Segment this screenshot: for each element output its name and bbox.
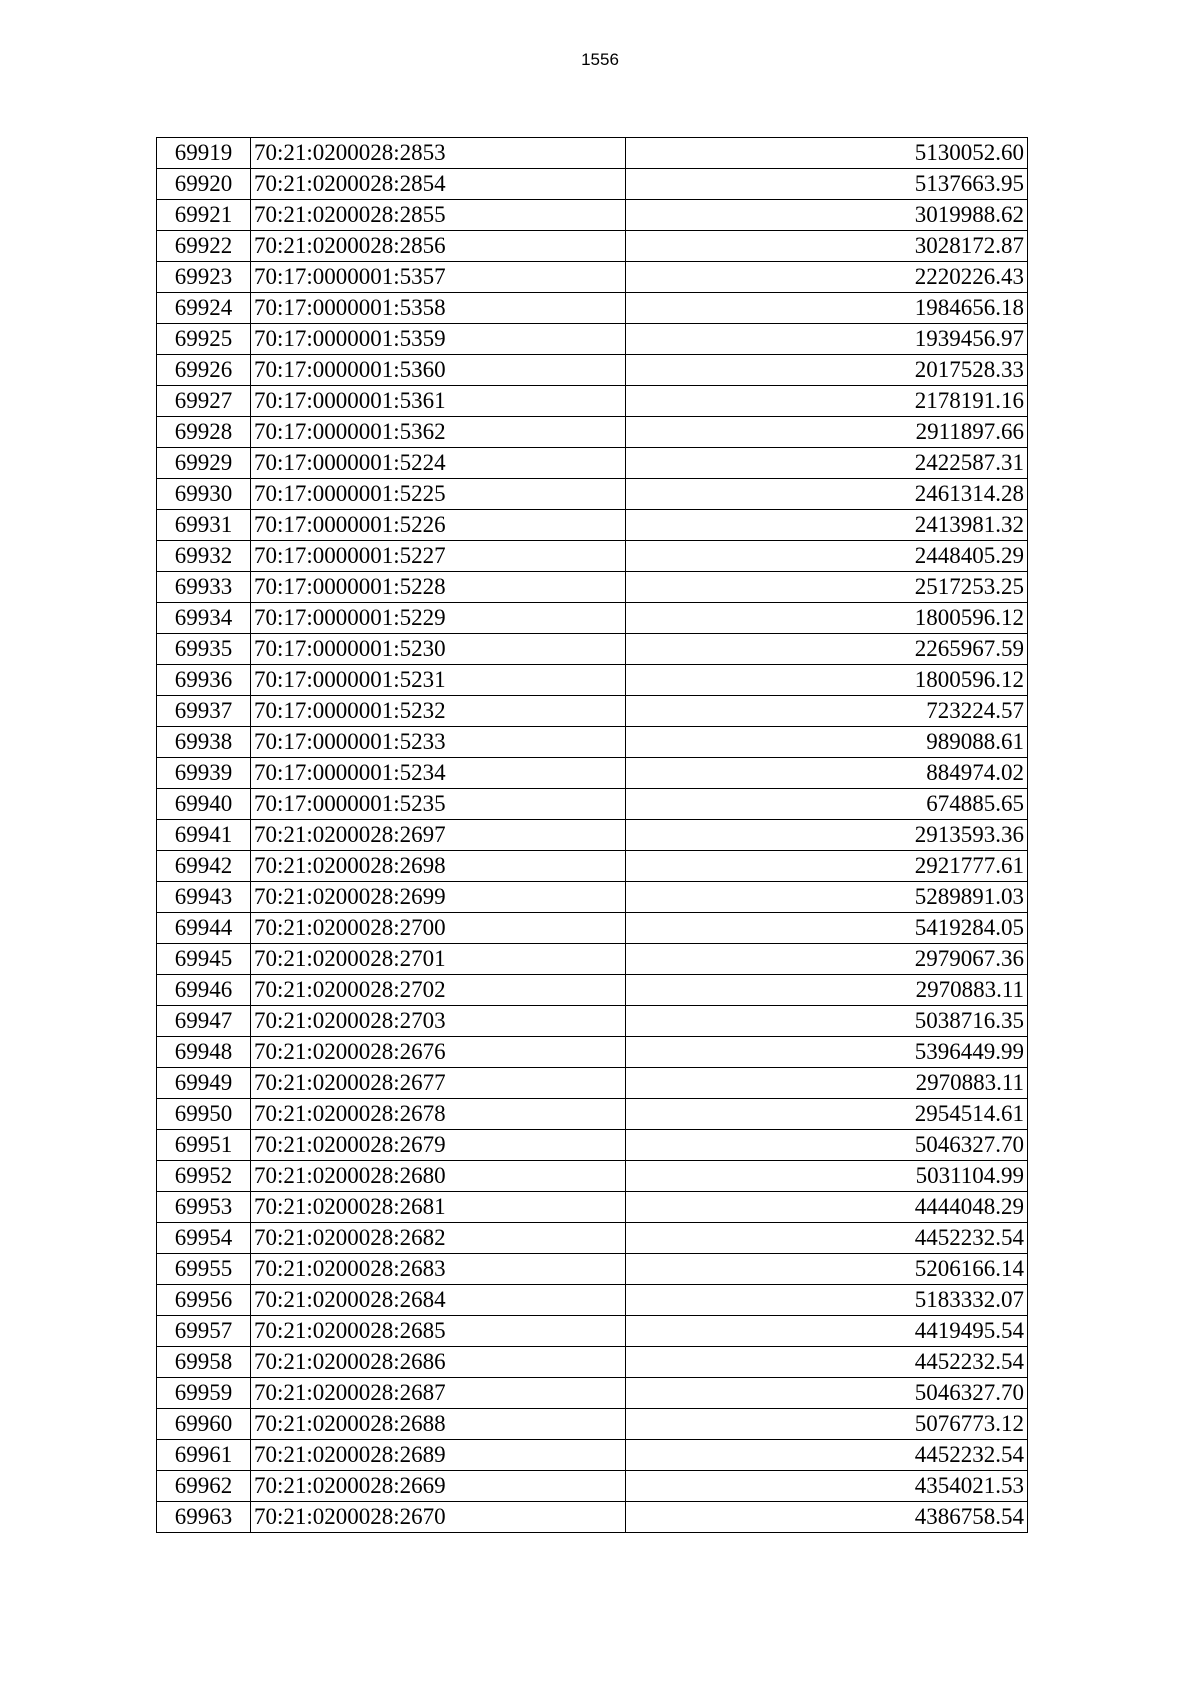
row-number-cell: 69959 bbox=[157, 1378, 251, 1409]
row-number-cell: 69946 bbox=[157, 975, 251, 1006]
row-number-cell: 69963 bbox=[157, 1502, 251, 1533]
row-number-cell: 69935 bbox=[157, 634, 251, 665]
cadastral-number-cell: 70:17:0000001:5359 bbox=[250, 324, 625, 355]
row-number-cell: 69951 bbox=[157, 1130, 251, 1161]
row-number-cell: 69924 bbox=[157, 293, 251, 324]
cadastral-number-cell: 70:21:0200028:2680 bbox=[250, 1161, 625, 1192]
row-number-cell: 69930 bbox=[157, 479, 251, 510]
table-row bbox=[157, 1440, 1028, 1471]
cadastral-number-cell: 70:21:0200028:2700 bbox=[250, 913, 625, 944]
cadastral-number-cell: 70:21:0200028:2686 bbox=[250, 1347, 625, 1378]
row-number-cell: 69957 bbox=[157, 1316, 251, 1347]
table-row bbox=[157, 479, 1028, 510]
cadastral-value-cell: 5046327.70 bbox=[625, 1378, 1027, 1409]
cadastral-number-cell: 70:17:0000001:5357 bbox=[250, 262, 625, 293]
cadastral-number-cell: 70:17:0000001:5227 bbox=[250, 541, 625, 572]
table-body bbox=[157, 138, 1028, 1533]
row-number-cell: 69936 bbox=[157, 665, 251, 696]
row-number-cell: 69961 bbox=[157, 1440, 251, 1471]
cadastral-number-cell: 70:21:0200028:2854 bbox=[250, 169, 625, 200]
cadastral-number-cell: 70:21:0200028:2682 bbox=[250, 1223, 625, 1254]
row-number-cell: 69927 bbox=[157, 386, 251, 417]
table-row bbox=[157, 851, 1028, 882]
row-number-cell: 69929 bbox=[157, 448, 251, 479]
cadastral-value-cell: 2178191.16 bbox=[625, 386, 1027, 417]
cadastral-number-cell: 70:21:0200028:2684 bbox=[250, 1285, 625, 1316]
cadastral-number-cell: 70:21:0200028:2685 bbox=[250, 1316, 625, 1347]
table-row bbox=[157, 200, 1028, 231]
cadastral-value-cell: 884974.02 bbox=[625, 758, 1027, 789]
row-number-cell: 69958 bbox=[157, 1347, 251, 1378]
cadastral-number-cell: 70:17:0000001:5229 bbox=[250, 603, 625, 634]
cadastral-value-cell: 5183332.07 bbox=[625, 1285, 1027, 1316]
row-number-cell: 69943 bbox=[157, 882, 251, 913]
table-row bbox=[157, 1192, 1028, 1223]
cadastral-number-cell: 70:21:0200028:2687 bbox=[250, 1378, 625, 1409]
row-number-cell: 69954 bbox=[157, 1223, 251, 1254]
cadastral-value-cell: 4452232.54 bbox=[625, 1223, 1027, 1254]
table-row bbox=[157, 417, 1028, 448]
cadastral-number-cell: 70:17:0000001:5232 bbox=[250, 696, 625, 727]
table-row bbox=[157, 138, 1028, 169]
row-number-cell: 69953 bbox=[157, 1192, 251, 1223]
row-number-cell: 69920 bbox=[157, 169, 251, 200]
cadastral-value-cell: 723224.57 bbox=[625, 696, 1027, 727]
table-row bbox=[157, 231, 1028, 262]
table-row bbox=[157, 169, 1028, 200]
cadastral-number-cell: 70:17:0000001:5361 bbox=[250, 386, 625, 417]
table-row bbox=[157, 913, 1028, 944]
row-number-cell: 69923 bbox=[157, 262, 251, 293]
table-row bbox=[157, 882, 1028, 913]
cadastral-value-cell: 4452232.54 bbox=[625, 1347, 1027, 1378]
cadastral-number-cell: 70:17:0000001:5358 bbox=[250, 293, 625, 324]
cadastral-value-cell: 4452232.54 bbox=[625, 1440, 1027, 1471]
table-row bbox=[157, 665, 1028, 696]
table-row bbox=[157, 1285, 1028, 1316]
cadastral-value-cell: 2979067.36 bbox=[625, 944, 1027, 975]
cadastral-number-cell: 70:17:0000001:5226 bbox=[250, 510, 625, 541]
cadastral-value-cell: 3028172.87 bbox=[625, 231, 1027, 262]
row-number-cell: 69922 bbox=[157, 231, 251, 262]
cadastral-value-cell: 1800596.12 bbox=[625, 603, 1027, 634]
table-row bbox=[157, 1161, 1028, 1192]
cadastral-number-cell: 70:21:0200028:2853 bbox=[250, 138, 625, 169]
cadastral-value-cell: 5038716.35 bbox=[625, 1006, 1027, 1037]
cadastral-value-cell: 674885.65 bbox=[625, 789, 1027, 820]
table-row bbox=[157, 944, 1028, 975]
cadastral-value-cell: 2954514.61 bbox=[625, 1099, 1027, 1130]
cadastral-number-cell: 70:21:0200028:2679 bbox=[250, 1130, 625, 1161]
table-row bbox=[157, 758, 1028, 789]
table-row bbox=[157, 727, 1028, 758]
table-row bbox=[157, 541, 1028, 572]
row-number-cell: 69932 bbox=[157, 541, 251, 572]
cadastral-value-cell: 5419284.05 bbox=[625, 913, 1027, 944]
row-number-cell: 69938 bbox=[157, 727, 251, 758]
row-number-cell: 69950 bbox=[157, 1099, 251, 1130]
row-number-cell: 69931 bbox=[157, 510, 251, 541]
cadastral-value-cell: 2970883.11 bbox=[625, 1068, 1027, 1099]
row-number-cell: 69934 bbox=[157, 603, 251, 634]
table-row bbox=[157, 510, 1028, 541]
row-number-cell: 69960 bbox=[157, 1409, 251, 1440]
table-row bbox=[157, 634, 1028, 665]
row-number-cell: 69952 bbox=[157, 1161, 251, 1192]
cadastral-number-cell: 70:21:0200028:2681 bbox=[250, 1192, 625, 1223]
cadastral-number-cell: 70:21:0200028:2677 bbox=[250, 1068, 625, 1099]
row-number-cell: 69919 bbox=[157, 138, 251, 169]
cadastral-value-cell: 2422587.31 bbox=[625, 448, 1027, 479]
cadastral-number-cell: 70:17:0000001:5224 bbox=[250, 448, 625, 479]
cadastral-number-cell: 70:17:0000001:5231 bbox=[250, 665, 625, 696]
cadastral-number-cell: 70:21:0200028:2683 bbox=[250, 1254, 625, 1285]
cadastral-value-cell: 5076773.12 bbox=[625, 1409, 1027, 1440]
row-number-cell: 69956 bbox=[157, 1285, 251, 1316]
cadastral-number-cell: 70:17:0000001:5234 bbox=[250, 758, 625, 789]
row-number-cell: 69921 bbox=[157, 200, 251, 231]
cadastral-value-cell: 5130052.60 bbox=[625, 138, 1027, 169]
table-row bbox=[157, 1347, 1028, 1378]
row-number-cell: 69937 bbox=[157, 696, 251, 727]
cadastral-value-cell: 2911897.66 bbox=[625, 417, 1027, 448]
table-row bbox=[157, 386, 1028, 417]
row-number-cell: 69947 bbox=[157, 1006, 251, 1037]
cadastral-number-cell: 70:21:0200028:2670 bbox=[250, 1502, 625, 1533]
cadastral-number-cell: 70:17:0000001:5233 bbox=[250, 727, 625, 758]
cadastral-number-cell: 70:17:0000001:5362 bbox=[250, 417, 625, 448]
cadastral-value-cell: 2921777.61 bbox=[625, 851, 1027, 882]
table-row bbox=[157, 262, 1028, 293]
cadastral-value-cell: 5206166.14 bbox=[625, 1254, 1027, 1285]
row-number-cell: 69944 bbox=[157, 913, 251, 944]
cadastral-value-cell: 2970883.11 bbox=[625, 975, 1027, 1006]
cadastral-number-cell: 70:21:0200028:2698 bbox=[250, 851, 625, 882]
cadastral-value-cell: 5031104.99 bbox=[625, 1161, 1027, 1192]
table-row bbox=[157, 448, 1028, 479]
table-row bbox=[157, 820, 1028, 851]
table-row bbox=[157, 1254, 1028, 1285]
row-number-cell: 69925 bbox=[157, 324, 251, 355]
table-row bbox=[157, 975, 1028, 1006]
table-row bbox=[157, 603, 1028, 634]
cadastral-number-cell: 70:17:0000001:5235 bbox=[250, 789, 625, 820]
page-number: 1556 bbox=[581, 50, 619, 69]
table-row bbox=[157, 1378, 1028, 1409]
table-row bbox=[157, 1068, 1028, 1099]
cadastral-value-cell: 2413981.32 bbox=[625, 510, 1027, 541]
table-row bbox=[157, 1006, 1028, 1037]
row-number-cell: 69926 bbox=[157, 355, 251, 386]
table-row bbox=[157, 1223, 1028, 1254]
table-row bbox=[157, 1099, 1028, 1130]
table-row bbox=[157, 355, 1028, 386]
cadastral-value-cell: 4354021.53 bbox=[625, 1471, 1027, 1502]
cadastral-value-cell: 4386758.54 bbox=[625, 1502, 1027, 1533]
row-number-cell: 69962 bbox=[157, 1471, 251, 1502]
cadastral-number-cell: 70:21:0200028:2855 bbox=[250, 200, 625, 231]
table-row bbox=[157, 1502, 1028, 1533]
cadastral-value-cell: 989088.61 bbox=[625, 727, 1027, 758]
row-number-cell: 69948 bbox=[157, 1037, 251, 1068]
cadastral-number-cell: 70:21:0200028:2678 bbox=[250, 1099, 625, 1130]
row-number-cell: 69933 bbox=[157, 572, 251, 603]
cadastral-value-cell: 2461314.28 bbox=[625, 479, 1027, 510]
row-number-cell: 69949 bbox=[157, 1068, 251, 1099]
row-number-cell: 69941 bbox=[157, 820, 251, 851]
cadastral-number-cell: 70:21:0200028:2689 bbox=[250, 1440, 625, 1471]
row-number-cell: 69945 bbox=[157, 944, 251, 975]
cadastral-number-cell: 70:21:0200028:2702 bbox=[250, 975, 625, 1006]
row-number-cell: 69955 bbox=[157, 1254, 251, 1285]
table-row bbox=[157, 1316, 1028, 1347]
cadastral-number-cell: 70:21:0200028:2688 bbox=[250, 1409, 625, 1440]
table-row bbox=[157, 572, 1028, 603]
cadastral-value-cell: 4444048.29 bbox=[625, 1192, 1027, 1223]
table-row bbox=[157, 1471, 1028, 1502]
table-row bbox=[157, 696, 1028, 727]
cadastral-value-cell: 2017528.33 bbox=[625, 355, 1027, 386]
cadastral-value-cell: 2265967.59 bbox=[625, 634, 1027, 665]
cadastral-value-cell: 5396449.99 bbox=[625, 1037, 1027, 1068]
table-row bbox=[157, 789, 1028, 820]
table-row bbox=[157, 1409, 1028, 1440]
cadastral-value-cell: 2448405.29 bbox=[625, 541, 1027, 572]
cadastral-value-cell: 1939456.97 bbox=[625, 324, 1027, 355]
cadastral-value-cell: 4419495.54 bbox=[625, 1316, 1027, 1347]
cadastral-number-cell: 70:21:0200028:2699 bbox=[250, 882, 625, 913]
cadastral-number-cell: 70:17:0000001:5228 bbox=[250, 572, 625, 603]
table-row bbox=[157, 1130, 1028, 1161]
cadastral-number-cell: 70:21:0200028:2703 bbox=[250, 1006, 625, 1037]
cadastral-value-cell: 5137663.95 bbox=[625, 169, 1027, 200]
cadastral-number-cell: 70:17:0000001:5360 bbox=[250, 355, 625, 386]
table-row bbox=[157, 324, 1028, 355]
cadastral-value-cell: 2220226.43 bbox=[625, 262, 1027, 293]
cadastral-number-cell: 70:17:0000001:5230 bbox=[250, 634, 625, 665]
row-number-cell: 69940 bbox=[157, 789, 251, 820]
cadastral-value-cell: 5289891.03 bbox=[625, 882, 1027, 913]
cadastral-number-cell: 70:21:0200028:2701 bbox=[250, 944, 625, 975]
row-number-cell: 69928 bbox=[157, 417, 251, 448]
table-row bbox=[157, 1037, 1028, 1068]
cadastral-number-cell: 70:21:0200028:2676 bbox=[250, 1037, 625, 1068]
cadastral-number-cell: 70:21:0200028:2697 bbox=[250, 820, 625, 851]
cadastral-number-cell: 70:17:0000001:5225 bbox=[250, 479, 625, 510]
cadastral-value-cell: 2517253.25 bbox=[625, 572, 1027, 603]
cadastral-number-cell: 70:21:0200028:2856 bbox=[250, 231, 625, 262]
cadastral-value-cell: 1984656.18 bbox=[625, 293, 1027, 324]
cadastral-value-cell: 3019988.62 bbox=[625, 200, 1027, 231]
table-row bbox=[157, 293, 1028, 324]
row-number-cell: 69939 bbox=[157, 758, 251, 789]
cadastral-value-cell: 5046327.70 bbox=[625, 1130, 1027, 1161]
cadastral-number-cell: 70:21:0200028:2669 bbox=[250, 1471, 625, 1502]
cadastral-value-cell: 2913593.36 bbox=[625, 820, 1027, 851]
cadastral-value-cell: 1800596.12 bbox=[625, 665, 1027, 696]
cadastral-value-table bbox=[156, 137, 1028, 1533]
row-number-cell: 69942 bbox=[157, 851, 251, 882]
